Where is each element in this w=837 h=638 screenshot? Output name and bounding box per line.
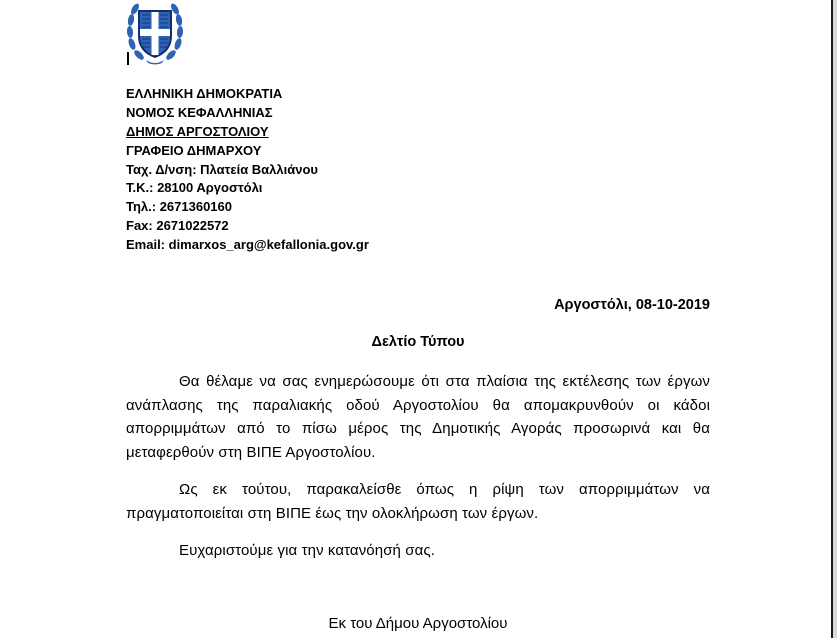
page-right-edge-shadow (833, 0, 837, 638)
document-date: Αργοστόλι, 08-10-2019 (554, 297, 710, 313)
letterhead-postcode: Τ.Κ.: 28100 Αργοστόλι (126, 180, 263, 196)
letterhead-fax: Fax: 2671022572 (126, 218, 229, 234)
greek-coat-of-arms-icon (126, 0, 184, 66)
body-paragraph: Ως εκ τούτου, παρακαλείσθε όπως η ρίψη των απορριμμάτων να πραγματοποιείται στη ΒΙΠΕ έως την ολοκλήρωση των έργων. (126, 481, 710, 522)
letterhead-email: Email: dimarxos_arg@kefallonia.gov.gr (126, 237, 369, 253)
body-paragraph: Ευχαριστούμε για την κατανόησή σας. (179, 542, 435, 559)
letterhead-address: Ταχ. Δ/νση: Πλατεία Βαλλιάνου (126, 161, 318, 177)
letterhead-municipality: ΔΗΜΟΣ ΑΡΓΟΣΤΟΛΙΟΥ (126, 123, 269, 139)
document-title: Δελτίο Τύπου (371, 334, 465, 350)
letterhead (126, 85, 369, 255)
letterhead-phone: Τηλ.: 2671360160 (126, 199, 232, 215)
text-cursor (127, 52, 129, 65)
letterhead-office: ΓΡΑΦΕΙΟ ΔΗΜΑΡΧΟΥ (126, 142, 262, 158)
letterhead-prefecture: ΝΟΜΟΣ ΚΕΦΑΛΛΗΝΙΑΣ (126, 104, 273, 120)
body-paragraph: Θα θέλαμε να σας ενημερώσουμε ότι στα πλαίσια της εκτέλεσης των έργων ανάπλασης της παραλιακής οδού Αργοστολίου θα απομακρυνθούν οι κάδοι απορριμμάτων από το πίσω μέρος της Δημοτικής Αγοράς προσωρινά και θα μεταφερθούν στη ΒΙΠΕ Αργοστολίου. (126, 373, 710, 461)
letterhead-country: ΕΛΛΗΝΙΚΗ ΔΗΜΟΚΡΑΤΙΑ (126, 86, 283, 101)
signature-line: Εκ του Δήμου Αργοστολίου (328, 615, 508, 632)
